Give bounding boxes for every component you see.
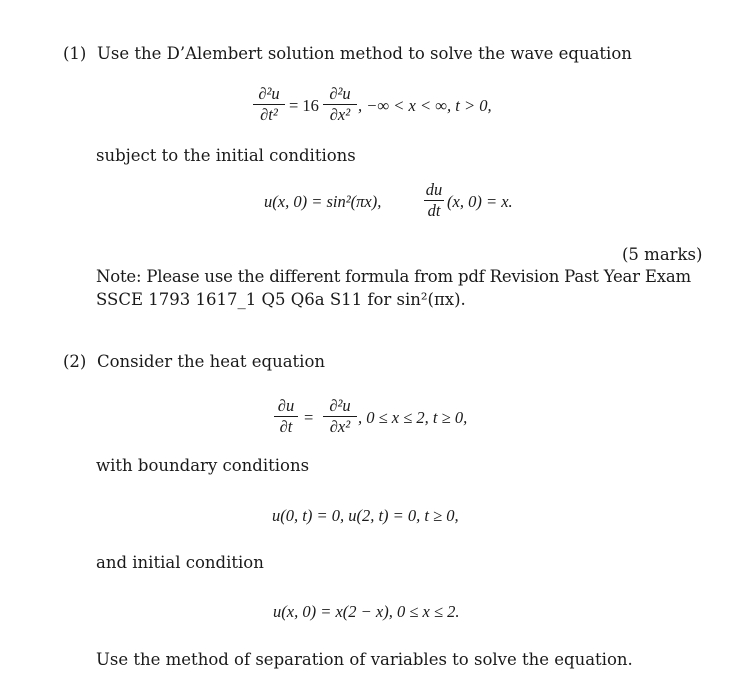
q1-wave-frac-rhs-den: ∂x² <box>329 105 351 124</box>
q1-wave-frac-lhs <box>252 84 286 125</box>
q1-ic-right: (x, 0) = x. <box>447 192 513 211</box>
q1-number: (1) <box>63 44 87 63</box>
q2-heat-frac-lhs-num: ∂u <box>277 396 295 415</box>
q2-ic-text: and initial condition <box>96 553 264 572</box>
q1-ic-frac <box>423 180 445 221</box>
q1-ic-left: u(x, 0) = sin²(πx), <box>264 192 382 211</box>
q1-note-line2: SSCE 1793 1617_1 Q5 Q6a S11 for sin²(πx). <box>96 290 466 309</box>
q2-heat-frac-lhs-den: ∂t <box>279 417 293 436</box>
q1-wave-equals: = 16 <box>289 96 319 115</box>
q2-heat-domain: , 0 ≤ x ≤ 2, t ≥ 0, <box>358 408 468 427</box>
q2-heat-equals: = <box>304 408 314 427</box>
q1-wave-frac-rhs <box>322 84 358 125</box>
q1-wave-frac-rhs-num: ∂²u <box>329 84 351 103</box>
q2-final-text: Use the method of separation of variables to solve the equation. <box>96 650 633 669</box>
q2-number: (2) <box>63 352 87 371</box>
q2-heat-frac-rhs-den: ∂x² <box>329 417 351 436</box>
q2-intro: Consider the heat equation <box>97 352 326 371</box>
q1-marks: (5 marks) <box>622 245 703 264</box>
q1-ic-frac-den: dt <box>427 201 441 220</box>
q1-wave-frac-lhs-num: ∂²u <box>258 84 280 103</box>
q2-heat-frac-rhs-num: ∂²u <box>329 396 351 415</box>
q1-wave-domain: , −∞ < x < ∞, t > 0, <box>358 96 492 115</box>
q2-bc-text: with boundary conditions <box>96 456 310 475</box>
q1-ic-frac-num: du <box>425 180 443 199</box>
q1-subject-text: subject to the initial conditions <box>96 146 356 165</box>
q2-ic-eq: u(x, 0) = x(2 − x), 0 ≤ x ≤ 2. <box>273 602 460 621</box>
q2-bc-eq: u(0, t) = 0, u(2, t) = 0, t ≥ 0, <box>272 506 459 525</box>
q2-heat-frac-lhs <box>273 396 299 437</box>
q1-note-line1: Note: Please use the different formula from pdf Revision Past Year Exam <box>96 267 691 286</box>
q1-intro: Use the D’Alembert solution method to solve the wave equation <box>97 44 632 63</box>
q1-wave-frac-lhs-den: ∂t² <box>260 105 278 124</box>
q2-heat-frac-rhs <box>322 396 358 437</box>
